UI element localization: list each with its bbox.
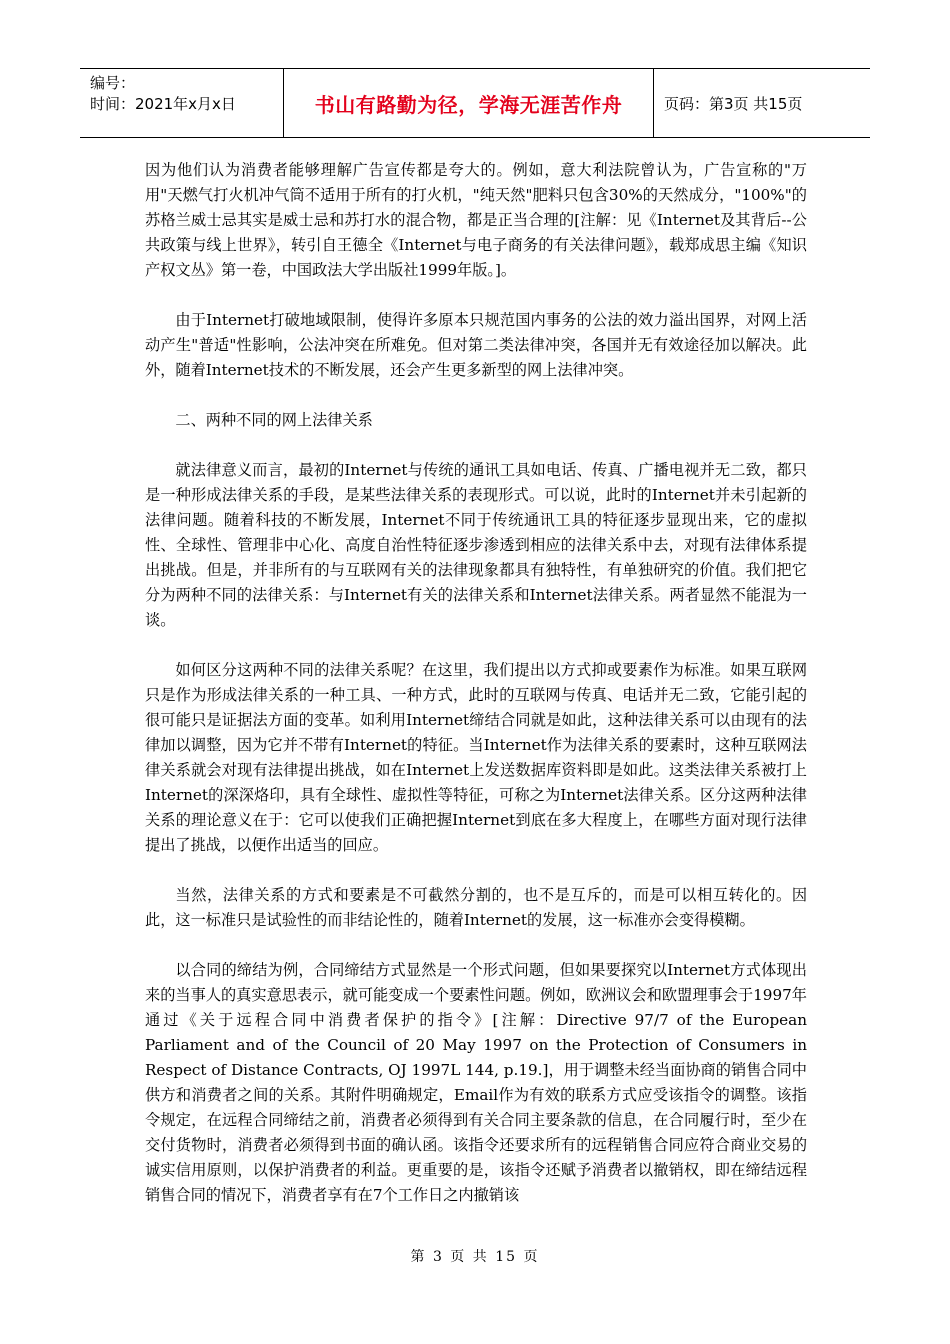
paragraph-1: 因为他们认为消费者能够理解广告宣传都是夸大的。例如，意大利法院曾认为，广告宣称的"万用"天燃气打火机冲气筒不适用于所有的打火机，"纯天然"肥料只包含30%的天然成分，"100%"的苏格兰威士忌其实是威士忌和苏打水的混合物，都是正当合理的[注解：见《Internet及其背后--公共政策与线上世界》，转引自王德全《Internet与电子商务的有关法律问题》，载郑成思主编《知识产权文丛》第一卷，中国政法大学出版社1999年版。]。 (145, 161, 807, 279)
date-label: 时间：2021年x月x日 (90, 95, 236, 113)
paragraph-5: 当然，法律关系的方式和要素是不可截然分割的，也不是互斥的，而是可以相互转化的。因此，这一标准只是试验性的而非结论性的，随着Internet的发展，这一标准亦会变得模糊。 (145, 886, 807, 929)
paragraph-3: 就法律意义而言，最初的Internet与传统的通讯工具如电话、传真、广播电视并无二致，都只是一种形成法律关系的手段，是某些法律关系的表现形式。可以说，此时的Internet并未引起新的法律问题。随着科技的不断发展，Internet不同于传统通讯工具的特征逐步显现出来，它的虚拟性、全球性、管理非中心化、高度自治性特征逐步渗透到相应的法律关系中去，对现有法律体系提出挑战。但是，并非所有的与互联网有关的法律现象都具有独特性，有单独研究的价值。我们把它分为两种不同的法律关系：与Internet有关的法律关系和Internet法律关系。两者显然不能混为一谈。 (145, 461, 807, 629)
document-body (145, 158, 807, 1208)
code-label: 编号： (90, 74, 136, 92)
header-motto: 书山有路勤为径，学海无涯苦作舟 (284, 69, 654, 137)
paragraph-2: 由于Internet打破地域限制，使得许多原本只规范国内事务的公法的效力溢出国界，对网上活动产生"普适"性影响，公法冲突在所难免。但对第二类法律冲突，各国并无有效途径加以解决。此外，随着Internet技术的不断发展，还会产生更多新型的网上法律冲突。 (145, 311, 807, 379)
page-footer: 第 3 页 共 15 页 (410, 1249, 540, 1265)
page-header (80, 68, 870, 138)
paragraph-4: 如何区分这两种不同的法律关系呢？在这里，我们提出以方式抑或要素作为标准。如果互联网只是作为形成法律关系的一种工具、一种方式，此时的互联网与传真、电话并无二致，它能引起的很可能只是证据法方面的变革。如利用Internet缔结合同就是如此，这种法律关系可以由现有的法律加以调整，因为它并不带有Internet的特征。当Internet作为法律关系的要素时，这种互联网法律关系就会对现有法律提出挑战，如在Internet上发送数据库资料即是如此。这类法律关系被打上Internet的深深烙印，具有全球性、虚拟性等特征，可称之为Internet法律关系。区分这两种法律关系的理论意义在于：它可以使我们正确把握Internet到底在多大程度上，在哪些方面对现行法律提出了挑战，以便作出适当的回应。 (145, 661, 807, 854)
header-meta-cell (80, 69, 284, 137)
paragraph-6: 以合同的缔结为例，合同缔结方式显然是一个形式问题，但如果要探究以Internet方式体现出来的当事人的真实意思表示，就可能变成一个要素性问题。例如，欧洲议会和欧盟理事会于1997年通过《关于远程合同中消费者保护的指令》[注解：Directive 97/7 of the European Parliament and of the Council of 20 May 1997 on the Protection of Consumers in Respect of Distance Contracts, OJ 1997L 144, p.19.]，用于调整未经当面协商的销售合同中供方和消费者之间的关系。其附件明确规定，Email作为有效的联系方式应受该指令的调整。该指令规定，在远程合同缔结之前，消费者必须得到有关合同主要条款的信息，在合同履行时，至少在交付货物时，消费者必须得到书面的确认函。该指令还要求所有的远程销售合同应符合商业交易的诚实信用原则，以保护消费者的利益。更重要的是，该指令还赋予消费者以撤销权，即在缔结远程销售合同的情况下，消费者享有在7个工作日之内撤销该 (145, 961, 807, 1204)
header-page-info: 页码：第3页 共15页 (664, 94, 803, 113)
section-heading: 二、两种不同的网上法律关系 (175, 411, 373, 429)
